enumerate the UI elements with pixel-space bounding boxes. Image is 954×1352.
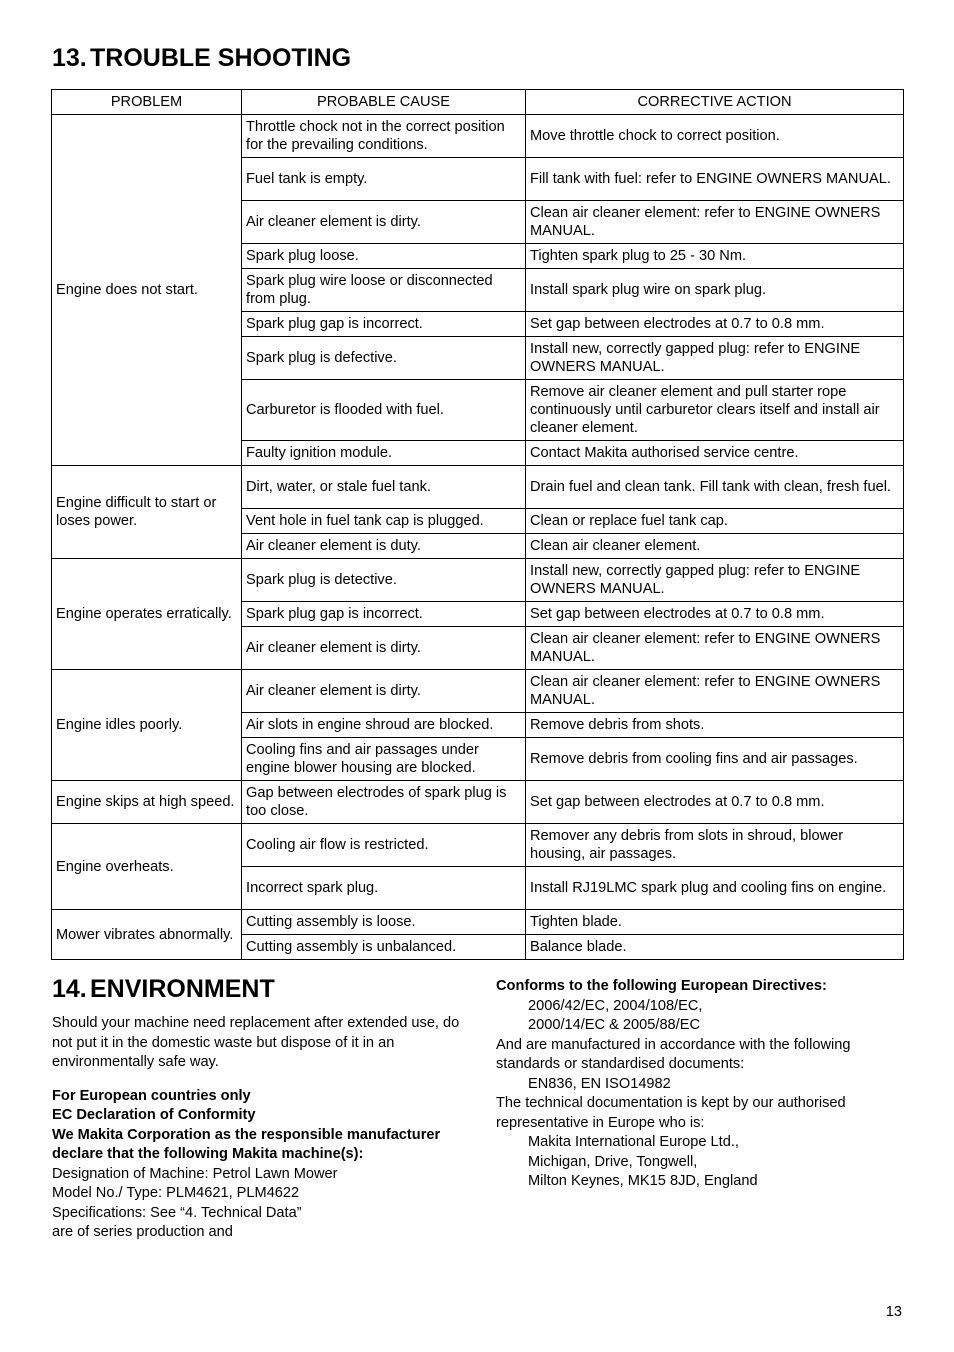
cause-cell: Air cleaner element is dirty. [242,201,526,244]
action-cell: Remove debris from cooling fins and air passages. [526,738,904,781]
action-cell: Clean air cleaner element: refer to ENGINE OWNERS MANUAL. [526,670,904,713]
cause-cell: Cutting assembly is unbalanced. [242,935,526,960]
cause-cell: Spark plug wire loose or disconnected from plug. [242,269,526,312]
directives-line-1: 2006/42/EC, 2004/108/EC, [528,997,703,1014]
environment-right-column [496,977,906,1192]
action-cell: Clean air cleaner element: refer to ENGINE OWNERS MANUAL. [526,201,904,244]
problem-cell: Engine does not start. [52,115,242,466]
action-cell: Install new, correctly gapped plug: refer to ENGINE OWNERS MANUAL. [526,337,904,380]
cause-cell: Spark plug gap is incorrect. [242,602,526,627]
problem-cell: Mower vibrates abnormally. [52,910,242,960]
model-number: Model No./ Type: PLM4621, PLM4622 [52,1185,300,1201]
action-cell: Set gap between electrodes at 0.7 to 0.8 mm. [526,602,904,627]
cause-cell: Spark plug gap is incorrect. [242,312,526,337]
action-cell: Remove air cleaner element and pull starter rope continuously until carburetor clears itself and install air cleaner element. [526,380,904,441]
cause-cell: Vent hole in fuel tank cap is plugged. [242,509,526,534]
problem-cell: Engine idles poorly. [52,670,242,781]
cause-cell: Air slots in engine shroud are blocked. [242,713,526,738]
cause-cell: Spark plug is detective. [242,559,526,602]
action-cell: Clean air cleaner element. [526,534,904,559]
action-cell: Clean air cleaner element: refer to ENGINE OWNERS MANUAL. [526,627,904,670]
cause-cell: Air cleaner element is dirty. [242,627,526,670]
header-probable-cause: PROBABLE CAUSE [242,90,526,115]
section-13-title: TROUBLE SHOOTING [90,44,352,72]
cause-cell: Fuel tank is empty. [242,158,526,201]
series-production: are of series production and [52,1224,233,1240]
header-problem: PROBLEM [52,90,242,115]
directives-line-2: 2000/14/EC & 2005/88/EC [528,1017,701,1033]
cause-cell: Gap between electrodes of spark plug is too close. [242,781,526,824]
cause-cell: Dirt, water, or stale fuel tank. [242,466,526,509]
section-14-title: ENVIRONMENT [90,975,275,1003]
header-corrective-action: CORRECTIVE ACTION [526,90,904,115]
action-cell: Balance blade. [526,935,904,960]
address-line-2: Michigan, Drive, Tongwell, [528,1153,698,1170]
page-number: 13 [885,1304,902,1320]
table-body [52,115,904,960]
action-cell: Install new, correctly gapped plug: refer to ENGINE OWNERS MANUAL. [526,559,904,602]
problem-cell: Engine skips at high speed. [52,781,242,824]
machine-designation: Designation of Machine: Petrol Lawn Mower [52,1165,338,1182]
ec-declaration-label: EC Declaration of Conformity [52,1107,256,1123]
action-cell: Install spark plug wire on spark plug. [526,269,904,312]
table-row [52,910,904,935]
cause-cell: Air cleaner element is dirty. [242,670,526,713]
cause-cell: Air cleaner element is duty. [242,534,526,559]
action-cell: Remover any debris from slots in shroud, blower housing, air passages. [526,824,904,867]
section-14-number: 14. [52,975,87,1003]
problem-cell: Engine operates erratically. [52,559,242,670]
action-cell: Move throttle chock to correct position. [526,115,904,158]
cause-cell: Carburetor is flooded with fuel. [242,380,526,441]
troubleshooting-table [51,89,904,960]
cause-cell: Cutting assembly is loose. [242,910,526,935]
section-13-heading [52,43,351,73]
cause-cell: Spark plug is defective. [242,337,526,380]
manufacturer-declaration: We Makita Corporation as the responsible manufacturer declare that the following Makita machine(s): [52,1126,441,1162]
action-cell: Fill tank with fuel: refer to ENGINE OWNERS MANUAL. [526,158,904,201]
action-cell: Install RJ19LMC spark plug and cooling fins on engine. [526,867,904,910]
section-14-heading [52,974,275,1004]
cause-cell: Faulty ignition module. [242,441,526,466]
table-row [52,781,904,824]
table-row [52,670,904,713]
address-line-1: Makita International Europe Ltd., [528,1134,739,1150]
environment-left-column [52,1014,462,1243]
cause-cell: Cooling fins and air passages under engine blower housing are blocked. [242,738,526,781]
action-cell: Contact Makita authorised service centre. [526,441,904,466]
cause-cell: Spark plug loose. [242,244,526,269]
table-row [52,559,904,602]
action-cell: Remove debris from shots. [526,713,904,738]
conforms-label: Conforms to the following European Directives: [496,978,827,994]
environment-intro: Should your machine need replacement after extended use, do not put it in the domestic waste but dispose of it in an environmentally safe way. [52,1015,460,1070]
cause-cell: Throttle chock not in the correct position for the prevailing conditions. [242,115,526,158]
table-row [52,466,904,509]
table-header-row [52,90,904,115]
action-cell: Tighten blade. [526,910,904,935]
problem-cell: Engine difficult to start or loses power. [52,466,242,559]
standards: EN836, EN ISO14982 [528,1075,671,1092]
section-13-number: 13. [52,44,87,72]
action-cell: Tighten spark plug to 25 - 30 Nm. [526,244,904,269]
cause-cell: Incorrect spark plug. [242,867,526,910]
manufactured-statement: And are manufactured in accordance with the following standards or standardised documents: [496,1036,851,1072]
table-row [52,115,904,158]
action-cell: Set gap between electrodes at 0.7 to 0.8 mm. [526,312,904,337]
problem-cell: Engine overheats. [52,824,242,910]
specifications: Specifications: See “4. Technical Data” [52,1204,302,1221]
european-countries-label: For European countries only [52,1087,251,1104]
address-line-3: Milton Keynes, MK15 8JD, England [528,1173,758,1189]
action-cell: Clean or replace fuel tank cap. [526,509,904,534]
action-cell: Drain fuel and clean tank. Fill tank with clean, fresh fuel. [526,466,904,509]
cause-cell: Cooling air flow is restricted. [242,824,526,867]
table-row [52,824,904,867]
technical-documentation: The technical documentation is kept by our authorised representative in Europe who is: [496,1095,846,1131]
action-cell: Set gap between electrodes at 0.7 to 0.8 mm. [526,781,904,824]
